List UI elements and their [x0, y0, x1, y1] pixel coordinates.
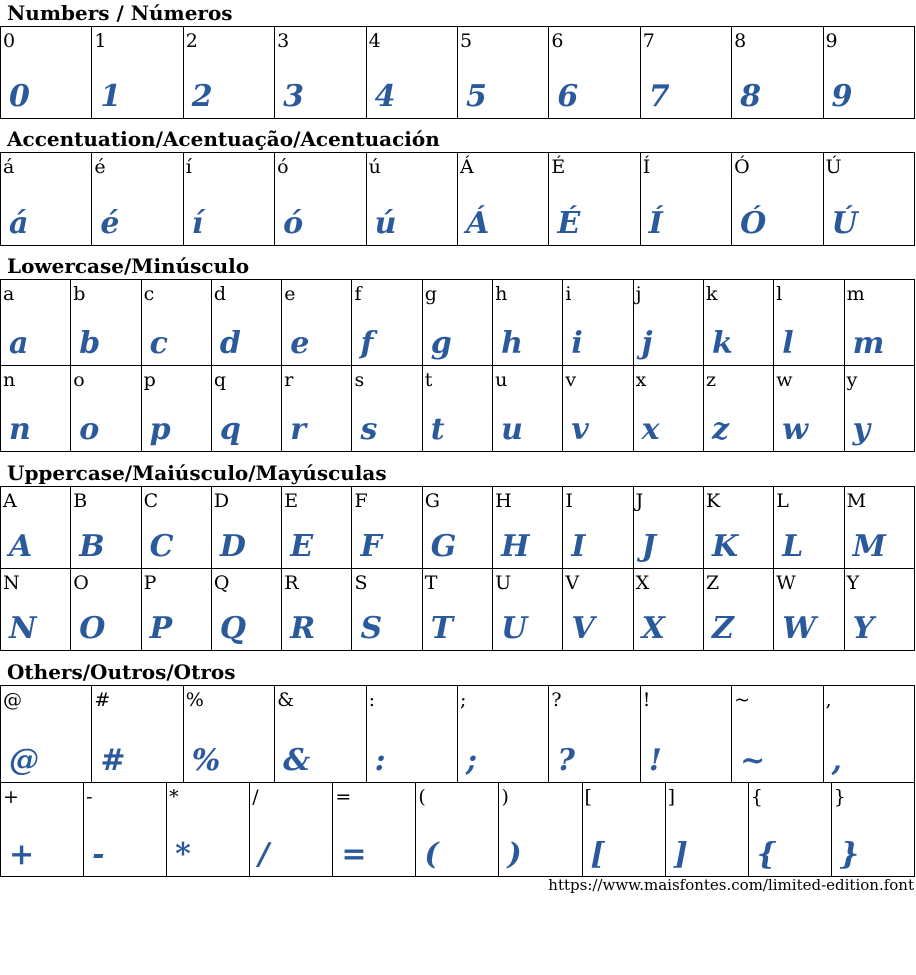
glyph-cell — [774, 487, 844, 569]
grid-others-1 — [0, 685, 915, 783]
glyph-label: G — [424, 490, 440, 512]
glyph-sample: N — [9, 611, 37, 646]
glyph-sample: a — [9, 326, 29, 361]
glyph-label: ó — [277, 156, 289, 178]
glyph-label: H — [495, 490, 512, 512]
glyph-cell — [640, 153, 731, 246]
glyph-label: á — [3, 156, 15, 178]
section-title-uppercase: Uppercase/Maiúsculo/Mayúsculas — [7, 461, 387, 485]
glyph-cell — [366, 153, 457, 246]
section-title-others: Others/Outros/Otros — [7, 660, 236, 684]
glyph-cell — [493, 569, 563, 651]
glyph-label: 2 — [185, 30, 198, 52]
glyph-label: z — [705, 369, 716, 391]
glyph-cell — [352, 487, 422, 569]
glyph-sample: á — [9, 206, 29, 241]
glyph-cell — [1, 569, 71, 651]
glyph-label: h — [495, 283, 508, 305]
glyph-label: 1 — [94, 30, 107, 52]
glyph-sample: ú — [374, 206, 397, 241]
glyph-sample: l — [782, 326, 794, 361]
glyph-sample: ] — [673, 837, 688, 872]
glyph-sample: Á — [465, 206, 490, 241]
glyph-sample: S — [360, 611, 383, 646]
glyph-cell — [665, 783, 748, 877]
glyph-label: : — [368, 689, 375, 711]
glyph-label: V — [565, 572, 580, 594]
glyph-cell — [352, 569, 422, 651]
glyph-sample: r — [290, 412, 306, 447]
glyph-label: Á — [459, 156, 474, 178]
glyph-cell — [183, 686, 274, 783]
glyph-cell — [275, 27, 366, 119]
glyph-label: é — [94, 156, 106, 178]
glyph-cell — [823, 27, 914, 119]
glyph-label: m — [846, 283, 865, 305]
glyph-sample: É — [557, 206, 581, 241]
glyph-sample: q — [219, 412, 241, 447]
glyph-sample: k — [711, 326, 733, 361]
glyph-label: W — [776, 572, 796, 594]
glyph-cell — [71, 487, 141, 569]
glyph-sample: 5 — [465, 79, 487, 114]
glyph-cell — [250, 783, 333, 877]
glyph-label: ! — [642, 689, 651, 711]
glyph-cell — [732, 686, 823, 783]
glyph-cell — [352, 280, 422, 366]
section-title-lowercase: Lowercase/Minúsculo — [7, 254, 250, 278]
glyph-label: 6 — [551, 30, 564, 52]
glyph-sample: C — [149, 529, 174, 564]
glyph-cell — [844, 569, 914, 651]
glyph-sample: , — [831, 743, 842, 778]
glyph-sample: 0 — [9, 79, 30, 114]
glyph-label: B — [73, 490, 88, 512]
glyph-label: X — [635, 572, 650, 594]
glyph-label: F — [354, 490, 368, 512]
glyph-sample: 9 — [831, 79, 853, 114]
glyph-label: 7 — [642, 30, 655, 52]
glyph-cell — [457, 686, 548, 783]
glyph-label: É — [551, 156, 566, 178]
glyph-sample: 1 — [100, 79, 122, 114]
glyph-label: { — [750, 786, 763, 808]
glyph-sample: u — [501, 412, 523, 447]
glyph-cell — [92, 27, 183, 119]
glyph-sample: p — [149, 412, 171, 447]
glyph-cell — [703, 487, 773, 569]
glyph-sample: F — [360, 529, 382, 564]
glyph-cell — [211, 569, 281, 651]
glyph-label: ; — [459, 689, 467, 711]
glyph-sample: & — [283, 743, 311, 778]
glyph-row — [1, 153, 915, 246]
glyph-label: Y — [846, 572, 860, 594]
glyph-sample: 6 — [557, 79, 579, 114]
glyph-label: u — [495, 369, 508, 391]
glyph-sample: W — [782, 611, 816, 646]
glyph-cell — [831, 783, 914, 877]
glyph-cell — [422, 366, 492, 452]
glyph-cell — [84, 783, 167, 877]
glyph-label: * — [169, 786, 179, 808]
glyph-sample: Z — [711, 611, 734, 646]
grid-accentuation — [0, 152, 915, 246]
glyph-row — [1, 783, 915, 877]
glyph-label: S — [354, 572, 368, 594]
glyph-label: E — [284, 490, 299, 512]
glyph-sample: 7 — [648, 79, 670, 114]
glyph-label: } — [833, 786, 846, 808]
glyph-label: U — [495, 572, 512, 594]
glyph-sample: d — [219, 326, 241, 361]
glyph-sample: ó — [283, 206, 304, 241]
glyph-sample: Í — [648, 206, 663, 241]
glyph-sample: c — [149, 326, 168, 361]
glyph-label: / — [252, 786, 259, 808]
glyph-sample: B — [79, 529, 105, 564]
glyph-sample: H — [501, 529, 530, 564]
glyph-sample: V — [571, 611, 595, 646]
glyph-label: ( — [418, 786, 426, 808]
glyph-sample: 4 — [374, 79, 396, 114]
glyph-label: b — [73, 283, 86, 305]
glyph-row — [1, 280, 915, 366]
glyph-cell — [640, 27, 731, 119]
glyph-cell — [823, 153, 914, 246]
glyph-cell — [732, 153, 823, 246]
glyph-sample: U — [501, 611, 528, 646]
glyph-label: + — [3, 786, 19, 808]
source-url[interactable]: https://www.maisfontes.com/limited-edition.font — [548, 876, 914, 894]
glyph-row — [1, 686, 915, 783]
glyph-sample: í — [191, 206, 204, 241]
glyph-cell — [549, 153, 640, 246]
glyph-sample: e — [290, 326, 310, 361]
glyph-label: x — [635, 369, 647, 391]
glyph-label: i — [565, 283, 572, 305]
glyph-label: k — [705, 283, 718, 305]
glyph-sample: v — [571, 412, 589, 447]
glyph-sample: z — [711, 412, 730, 447]
glyph-sample: ( — [424, 837, 439, 872]
glyph-label: a — [3, 283, 15, 305]
glyph-sample: m — [852, 326, 885, 361]
glyph-label: n — [3, 369, 16, 391]
glyph-row — [1, 487, 915, 569]
glyph-cell — [416, 783, 499, 877]
glyph-sample: Ú — [831, 206, 858, 241]
glyph-label: w — [776, 369, 793, 391]
glyph-cell — [1, 487, 71, 569]
glyph-label: q — [213, 369, 227, 391]
glyph-cell — [1, 783, 84, 877]
glyph-cell — [71, 280, 141, 366]
glyph-label: # — [94, 689, 111, 711]
glyph-cell — [92, 686, 183, 783]
glyph-sample: O — [79, 611, 106, 646]
glyph-cell — [141, 487, 211, 569]
glyph-cell — [366, 27, 457, 119]
glyph-sample: 8 — [740, 79, 761, 114]
glyph-cell — [141, 366, 211, 452]
glyph-label: % — [185, 689, 204, 711]
glyph-label: P — [143, 572, 157, 594]
glyph-cell — [422, 569, 492, 651]
glyph-sample: R — [290, 611, 316, 646]
glyph-sample: X — [641, 611, 665, 646]
glyph-label: , — [825, 689, 832, 711]
glyph-sample: / — [258, 837, 270, 872]
glyph-sample: [ — [590, 837, 605, 872]
glyph-cell — [141, 280, 211, 366]
glyph-label: e — [284, 283, 296, 305]
glyph-sample: f — [360, 326, 374, 361]
glyph-cell — [493, 366, 563, 452]
glyph-sample: 2 — [191, 79, 213, 114]
glyph-cell — [563, 569, 633, 651]
glyph-cell — [748, 783, 831, 877]
glyph-cell — [549, 686, 640, 783]
glyph-label: p — [143, 369, 156, 391]
glyph-cell — [493, 280, 563, 366]
glyph-label: O — [73, 572, 89, 594]
glyph-label: I — [565, 490, 573, 512]
glyph-sample: b — [79, 326, 101, 361]
glyph-label: & — [277, 689, 295, 711]
glyph-cell — [167, 783, 250, 877]
glyph-cell — [282, 366, 352, 452]
glyph-cell — [844, 366, 914, 452]
glyph-sample: L — [782, 529, 804, 564]
glyph-cell — [493, 487, 563, 569]
glyph-cell — [844, 280, 914, 366]
glyph-label: 0 — [3, 30, 16, 52]
glyph-row — [1, 366, 915, 452]
glyph-sample: ? — [557, 743, 575, 778]
glyph-label: [ — [584, 786, 592, 808]
glyph-cell — [141, 569, 211, 651]
grid-uppercase — [0, 486, 915, 651]
glyph-cell — [422, 280, 492, 366]
glyph-label: c — [143, 283, 155, 305]
glyph-label: Ú — [825, 156, 842, 178]
glyph-cell — [275, 153, 366, 246]
glyph-cell — [640, 686, 731, 783]
glyph-cell — [633, 280, 703, 366]
section-title-numbers: Numbers / Números — [7, 1, 233, 25]
glyph-cell — [1, 27, 92, 119]
glyph-label: M — [846, 490, 867, 512]
glyph-row — [1, 569, 915, 651]
glyph-sample: K — [711, 529, 739, 564]
glyph-label: t — [424, 369, 433, 391]
glyph-sample: A — [9, 529, 33, 564]
grid-lowercase — [0, 279, 915, 452]
glyph-label: l — [776, 283, 783, 305]
glyph-label: ~ — [734, 689, 751, 711]
glyph-sample: y — [852, 412, 870, 447]
glyph-cell — [282, 569, 352, 651]
glyph-label: 5 — [459, 30, 473, 52]
glyph-row — [1, 27, 915, 119]
glyph-sample: t — [430, 412, 445, 447]
glyph-label: A — [3, 490, 17, 512]
glyph-label: 4 — [368, 30, 381, 52]
glyph-cell — [71, 366, 141, 452]
glyph-cell — [282, 280, 352, 366]
glyph-cell — [211, 366, 281, 452]
glyph-label: f — [354, 283, 362, 305]
glyph-sample: n — [9, 412, 31, 447]
glyph-cell — [457, 153, 548, 246]
glyph-sample: M — [852, 529, 886, 564]
glyph-sample: J — [641, 529, 656, 564]
glyph-cell — [211, 487, 281, 569]
glyph-cell — [774, 280, 844, 366]
glyph-sample: = — [341, 837, 367, 872]
glyph-cell — [352, 366, 422, 452]
glyph-sample: w — [782, 412, 809, 447]
glyph-label: J — [635, 490, 644, 512]
glyph-cell — [1, 280, 71, 366]
glyph-cell — [703, 366, 773, 452]
glyph-cell — [703, 280, 773, 366]
glyph-sample: o — [79, 412, 100, 447]
glyph-label: r — [284, 369, 294, 391]
glyph-sample: g — [430, 326, 452, 361]
glyph-sample: : — [374, 743, 386, 778]
glyph-cell — [333, 783, 416, 877]
glyph-cell — [211, 280, 281, 366]
glyph-label: j — [635, 283, 642, 305]
glyph-cell — [633, 569, 703, 651]
glyph-label: N — [3, 572, 20, 594]
glyph-cell — [71, 569, 141, 651]
glyph-sample: Y — [852, 611, 874, 646]
glyph-sample: i — [571, 326, 583, 361]
grid-others-2 — [0, 782, 915, 877]
glyph-cell — [703, 569, 773, 651]
glyph-label: Í — [642, 156, 651, 178]
glyph-cell — [563, 487, 633, 569]
glyph-cell — [275, 686, 366, 783]
glyph-label: í — [185, 156, 192, 178]
glyph-label: v — [565, 369, 577, 391]
glyph-cell — [92, 153, 183, 246]
glyph-label: Q — [213, 572, 230, 594]
glyph-label: T — [424, 572, 438, 594]
glyph-sample: D — [219, 529, 246, 564]
glyph-sample: I — [571, 529, 586, 564]
glyph-sample: ) — [507, 837, 522, 872]
glyph-cell — [633, 366, 703, 452]
glyph-label: 3 — [277, 30, 290, 52]
glyph-cell — [282, 487, 352, 569]
glyph-sample: + — [9, 837, 35, 872]
glyph-label: Ó — [734, 156, 750, 178]
glyph-sample: # — [100, 743, 126, 778]
glyph-cell — [183, 153, 274, 246]
glyph-sample: 3 — [283, 79, 305, 114]
glyph-cell — [563, 366, 633, 452]
glyph-label: ) — [501, 786, 509, 808]
glyph-cell — [422, 487, 492, 569]
glyph-cell — [549, 27, 640, 119]
glyph-sample: G — [430, 529, 457, 564]
glyph-cell — [774, 366, 844, 452]
glyph-sample: h — [501, 326, 523, 361]
glyph-label: L — [776, 490, 789, 512]
glyph-sample: E — [290, 529, 314, 564]
glyph-label: 9 — [825, 30, 838, 52]
glyph-sample: j — [641, 326, 653, 361]
glyph-sample: é — [100, 206, 120, 241]
glyph-cell — [774, 569, 844, 651]
glyph-label: R — [284, 572, 299, 594]
glyph-label: ] — [667, 786, 676, 808]
glyph-cell — [732, 27, 823, 119]
glyph-sample: ; — [465, 743, 478, 778]
glyph-label: 8 — [734, 30, 747, 52]
glyph-sample: P — [149, 611, 173, 646]
glyph-sample: } — [839, 837, 860, 872]
glyph-sample: ! — [648, 743, 662, 778]
glyph-sample: T — [430, 611, 454, 646]
glyph-cell — [1, 153, 92, 246]
glyph-cell — [183, 27, 274, 119]
glyph-label: y — [846, 369, 858, 391]
glyph-sample: Q — [219, 611, 247, 646]
glyph-label: g — [424, 283, 437, 305]
glyph-sample: - — [92, 837, 105, 872]
glyph-label: d — [213, 283, 227, 305]
glyph-cell — [823, 686, 914, 783]
glyph-label: C — [143, 490, 159, 512]
glyph-sample: @ — [9, 743, 39, 778]
glyph-label: s — [354, 369, 365, 391]
glyph-label: K — [705, 490, 721, 512]
glyph-cell — [1, 366, 71, 452]
glyph-sample: ~ — [740, 743, 766, 778]
glyph-sample: { — [756, 837, 776, 872]
glyph-cell — [844, 487, 914, 569]
glyph-sample: x — [641, 412, 660, 447]
glyph-sample: % — [191, 743, 221, 778]
glyph-label: D — [213, 490, 230, 512]
glyph-sample: s — [360, 412, 378, 447]
glyph-label: Z — [705, 572, 720, 594]
glyph-label: - — [86, 786, 93, 808]
glyph-label: ú — [368, 156, 381, 178]
glyph-sample: * — [175, 837, 191, 872]
glyph-label: o — [73, 369, 85, 391]
glyph-label: = — [335, 786, 352, 808]
glyph-cell — [563, 280, 633, 366]
glyph-cell — [457, 27, 548, 119]
glyph-cell — [582, 783, 665, 877]
glyph-cell — [366, 686, 457, 783]
glyph-cell — [499, 783, 582, 877]
glyph-sample: Ó — [740, 206, 767, 241]
section-title-accentuation: Accentuation/Acentuação/Acentuación — [7, 127, 440, 151]
glyph-label: @ — [3, 689, 22, 711]
glyph-label: ? — [551, 689, 562, 711]
glyph-cell — [633, 487, 703, 569]
grid-numbers — [0, 26, 915, 119]
glyph-cell — [1, 686, 92, 783]
